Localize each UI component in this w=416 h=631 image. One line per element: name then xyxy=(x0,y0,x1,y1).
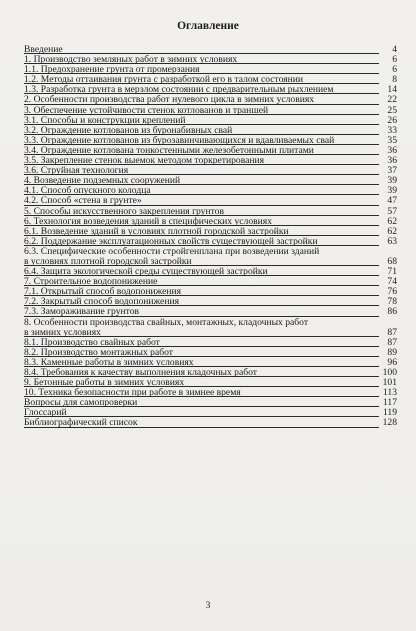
toc-entry-page: 68 xyxy=(387,255,397,267)
toc-entry-text: 1.2. Методы оттаивания грунта с разработкой его в талом состоянии xyxy=(24,74,304,86)
toc-entry-text: 1.1. Предохранение грунта от промерзания xyxy=(24,64,200,76)
toc-entry-page: 89 xyxy=(387,346,397,358)
toc-entry-text: 7.2. Закрытый способ водопонижения xyxy=(24,296,179,308)
toc-entry-page: 71 xyxy=(387,266,397,278)
toc-entry-text: Глоссарий xyxy=(24,407,67,419)
toc-entry-text: 6.1. Возведение зданий в условиях плотной городской застройки xyxy=(24,225,289,237)
toc-entry-text: 1.3. Разработка грунта в мерзлом состоянии с предварительным рыхлением xyxy=(24,84,334,96)
toc-entry-page: 113 xyxy=(382,387,397,399)
toc-entry-page: 6 xyxy=(392,64,397,76)
toc-entry-page: 6 xyxy=(392,54,397,66)
toc-entry-page: 35 xyxy=(387,134,397,146)
toc-entry-text: 6. Технология возведения зданий в специфических условиях xyxy=(24,215,272,227)
toc-entry-page: 87 xyxy=(387,336,397,348)
toc-entry-text: 3. Обеспечение устойчивости стенок котлованов и траншей xyxy=(24,104,269,116)
toc-entry-text: 8.2. Производство монтажных работ xyxy=(24,346,173,358)
toc-entry-page: 119 xyxy=(382,407,397,419)
toc-entry-page: 14 xyxy=(387,84,397,96)
toc-entry-page: 62 xyxy=(387,225,397,237)
page-number: 3 xyxy=(205,600,211,611)
toc-entry-page: 128 xyxy=(382,417,397,429)
toc-entry-page: 36 xyxy=(387,155,397,167)
toc-entry xyxy=(24,398,397,408)
toc-entry-page: 8 xyxy=(392,74,397,86)
toc-entry-text: 10. Техника безопасности при работе в зимнее время xyxy=(24,387,241,399)
toc-entry-text: 8.4. Требования к качеству выполнения кладочных работ xyxy=(24,367,257,378)
toc-entry-text: 1. Производство земляных работ в зимних условиях xyxy=(24,54,238,66)
toc-entry-text: 8.3. Каменные работы в зимних условиях xyxy=(24,356,194,368)
toc-entry-page: 74 xyxy=(387,276,397,288)
toc-entry-text: 4.1. Способ опускного колодца xyxy=(24,185,151,197)
toc-entry-text: в условиях плотной городской застройки xyxy=(24,255,192,267)
toc-entry-page: 62 xyxy=(387,215,397,227)
toc-entry-page: 76 xyxy=(387,286,397,298)
toc-entry-text: 9. Бетонные работы в зимних условиях xyxy=(24,377,185,389)
toc-entry-text: 6.3. Специфические особенности стройгенплана при возведении зданий xyxy=(24,245,320,257)
toc-entry-text: 3.5. Закрепление стенок выемок методом торкретирования xyxy=(24,155,265,167)
table-of-contents xyxy=(24,45,397,429)
toc-entry-page: 25 xyxy=(387,104,397,116)
toc-entry-text: 3.1. Способы и конструкции креплений xyxy=(24,114,186,126)
toc-entry-page: 36 xyxy=(387,144,397,156)
toc-entry-text: 2. Особенности производства работ нулевого цикла в зимних условиях xyxy=(24,94,315,106)
toc-entry-text: 4. Возведение подземных сооружений xyxy=(24,175,181,187)
toc-entry-page: 96 xyxy=(387,356,397,368)
toc-entry-page: 37 xyxy=(387,165,397,177)
toc-entry-text: 4.2. Способ «стена в грунте» xyxy=(24,195,142,207)
toc-entry-page: 117 xyxy=(382,397,397,409)
toc-entry-page: 22 xyxy=(387,94,397,106)
toc-entry-text: Библиографический список xyxy=(24,417,138,429)
toc-entry-page: 87 xyxy=(387,326,397,338)
toc-entry-text: в зимних условиях xyxy=(24,326,101,338)
toc-entry-page: 86 xyxy=(387,306,397,318)
toc-entry xyxy=(24,418,397,428)
toc-entry-page: 39 xyxy=(387,175,397,187)
toc-entry-page: 63 xyxy=(387,235,397,247)
toc-entry-text: 3.4. Ограждение котлована тонкостенными железобетонными плитами xyxy=(24,144,314,156)
toc-entry-text: 3.2. Ограждение котлованов из буронабивных свай xyxy=(24,124,233,136)
toc-entry-text: 5. Способы искусственного закрепления грунтов xyxy=(24,205,225,217)
toc-entry-text: 8.1. Производство свайных работ xyxy=(24,336,160,348)
toc-entry-page: 57 xyxy=(387,205,397,217)
toc-entry xyxy=(24,196,397,206)
toc-entry-text: 3.6. Струйная технология xyxy=(24,165,129,177)
toc-entry-page: 47 xyxy=(387,195,397,207)
toc-entry-text: 3.3. Ограждение котлованов из бурозавинчивающихся и вдавливаемых свай xyxy=(24,134,335,146)
toc-entry-text: Вопросы для самопроверки xyxy=(24,397,138,409)
toc-entry-text: 7.1. Открытый способ водопонижения xyxy=(24,286,182,298)
toc-entry-text: 7. Строительное водопонижение xyxy=(24,276,158,288)
toc-entry-page: 26 xyxy=(387,114,397,126)
toc-entry-text: 6.4. Защита экологической среды существующей застройки xyxy=(24,266,268,278)
toc-entry-text: Введение xyxy=(24,44,63,55)
toc-entry-page: 4 xyxy=(392,44,397,55)
toc-entry-text: 7.3. Замораживание грунтов xyxy=(24,306,140,318)
toc-entry-page: 101 xyxy=(382,377,397,389)
toc-title: Оглавление xyxy=(177,20,239,32)
toc-entry-page: 78 xyxy=(387,296,397,308)
toc-entry-page: 39 xyxy=(387,185,397,197)
toc-entry-page: 33 xyxy=(387,124,397,136)
toc-entry-page: 100 xyxy=(382,367,397,378)
toc-entry-text: 6.2. Поддержание эксплуатационных свойств существующей застройки xyxy=(24,235,318,247)
toc-entry-text: 8. Особенности производства свайных, монтажных, кладочных работ xyxy=(24,316,309,328)
